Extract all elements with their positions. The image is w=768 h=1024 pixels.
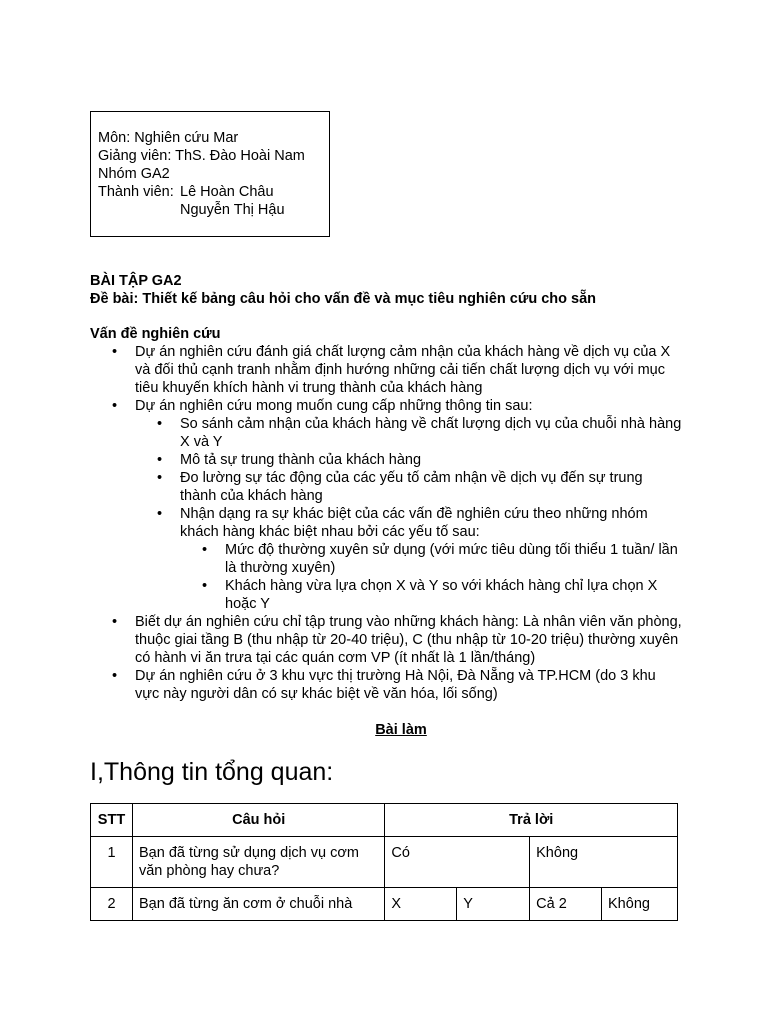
- survey-table: [90, 803, 678, 921]
- table-row: [91, 888, 678, 921]
- answer-option: Không: [602, 888, 678, 921]
- list-item: [135, 505, 682, 613]
- list-item: • Mức độ thường xuyên sử dụng (với mức tiêu dùng tối thiểu 1 tuần/ lần là thường xuyên): [180, 541, 682, 577]
- row-question: Bạn đã từng ăn cơm ở chuỗi nhà: [132, 888, 384, 921]
- col-answer-header: Trả lời: [385, 804, 678, 837]
- members-label: Thành viên:: [98, 184, 174, 200]
- list-item: • Dự án nghiên cứu đánh giá chất lượng cảm nhận của khách hàng về dịch vụ của X và đối thủ cạnh tranh nhằm định hướng những cải tiến chất lượng dịch vụ với mục tiêu khuyến khích hành vi trung thành của khách hàng: [90, 343, 682, 397]
- member-name: Lê Hoàn Châu: [180, 184, 274, 200]
- answer-option: Có: [385, 837, 530, 888]
- list-item: • Biết dự án nghiên cứu chỉ tập trung vào những khách hàng: Là nhân viên văn phòng, thuộc giai tầng B (thu nhập từ 20-40 triệu), C (thu nhập từ 10-20 triệu) thường xuyên có hành vi ăn trưa tại các quán cơm VP (ít nhất là 1 lần/tháng): [90, 613, 682, 667]
- document-body: [90, 272, 682, 787]
- list-item: • Mô tả sự trung thành của khách hàng: [135, 451, 682, 469]
- members-line: [98, 183, 329, 201]
- row-stt: 2: [91, 888, 133, 921]
- header-info-box: [90, 111, 330, 237]
- answer-option: Không: [530, 837, 678, 888]
- col-stt-header: STT: [91, 804, 133, 837]
- col-question-header: Câu hỏi: [132, 804, 384, 837]
- members-line-2: [98, 201, 329, 219]
- research-problem-heading: Vấn đề nghiên cứu: [90, 326, 221, 342]
- research-problem-list: [90, 343, 682, 703]
- subject-line: Môn: Nghiên cứu Mar: [98, 130, 239, 146]
- list-item: • Dự án nghiên cứu ở 3 khu vực thị trường Hà Nội, Đà Nẵng và TP.HCM (do 3 khu vực này người dân có sự khác biệt về văn hóa, lối sống): [90, 667, 682, 703]
- row-question: Bạn đã từng sử dụng dịch vụ cơm văn phòng hay chưa?: [132, 837, 384, 888]
- member-name: Nguyễn Thị Hậu: [180, 202, 285, 218]
- assignment-task: Đề bài: Thiết kế bảng câu hỏi cho vấn đề và mục tiêu nghiên cứu cho sẵn: [90, 291, 597, 307]
- factor-sublist: [180, 541, 682, 613]
- list-item: • Khách hàng vừa lựa chọn X và Y so với khách hàng chỉ lựa chọn X hoặc Y: [180, 577, 682, 613]
- lecturer-line: Giảng viên: ThS. Đào Hoài Nam: [98, 148, 305, 164]
- group-line: Nhóm GA2: [98, 166, 170, 182]
- answer-label: Bài làm: [375, 722, 427, 738]
- list-item: • Đo lường sự tác động của các yếu tố cảm nhận về dịch vụ đến sự trung thành của khách hàng: [135, 469, 682, 505]
- section-heading: I,Thông tin tổng quan:: [90, 758, 334, 786]
- table-header-row: [91, 804, 678, 837]
- assignment-title: BÀI TẬP GA2: [90, 273, 182, 289]
- list-item-text: Dự án nghiên cứu mong muốn cung cấp những thông tin sau:: [135, 398, 533, 414]
- answer-option: Y: [457, 888, 530, 921]
- answer-option: Cả 2: [530, 888, 602, 921]
- list-item: [90, 397, 682, 613]
- answer-option: X: [385, 888, 457, 921]
- info-sublist: [135, 415, 682, 613]
- row-stt: 1: [91, 837, 133, 888]
- table-row: [91, 837, 678, 888]
- list-item: • So sánh cảm nhận của khách hàng về chất lượng dịch vụ của chuỗi nhà hàng X và Y: [135, 415, 682, 451]
- list-item-text: Nhận dạng ra sự khác biệt của các vấn đề nghiên cứu theo những nhóm khách hàng khác biệt nhau bởi các yếu tố sau:: [180, 506, 648, 540]
